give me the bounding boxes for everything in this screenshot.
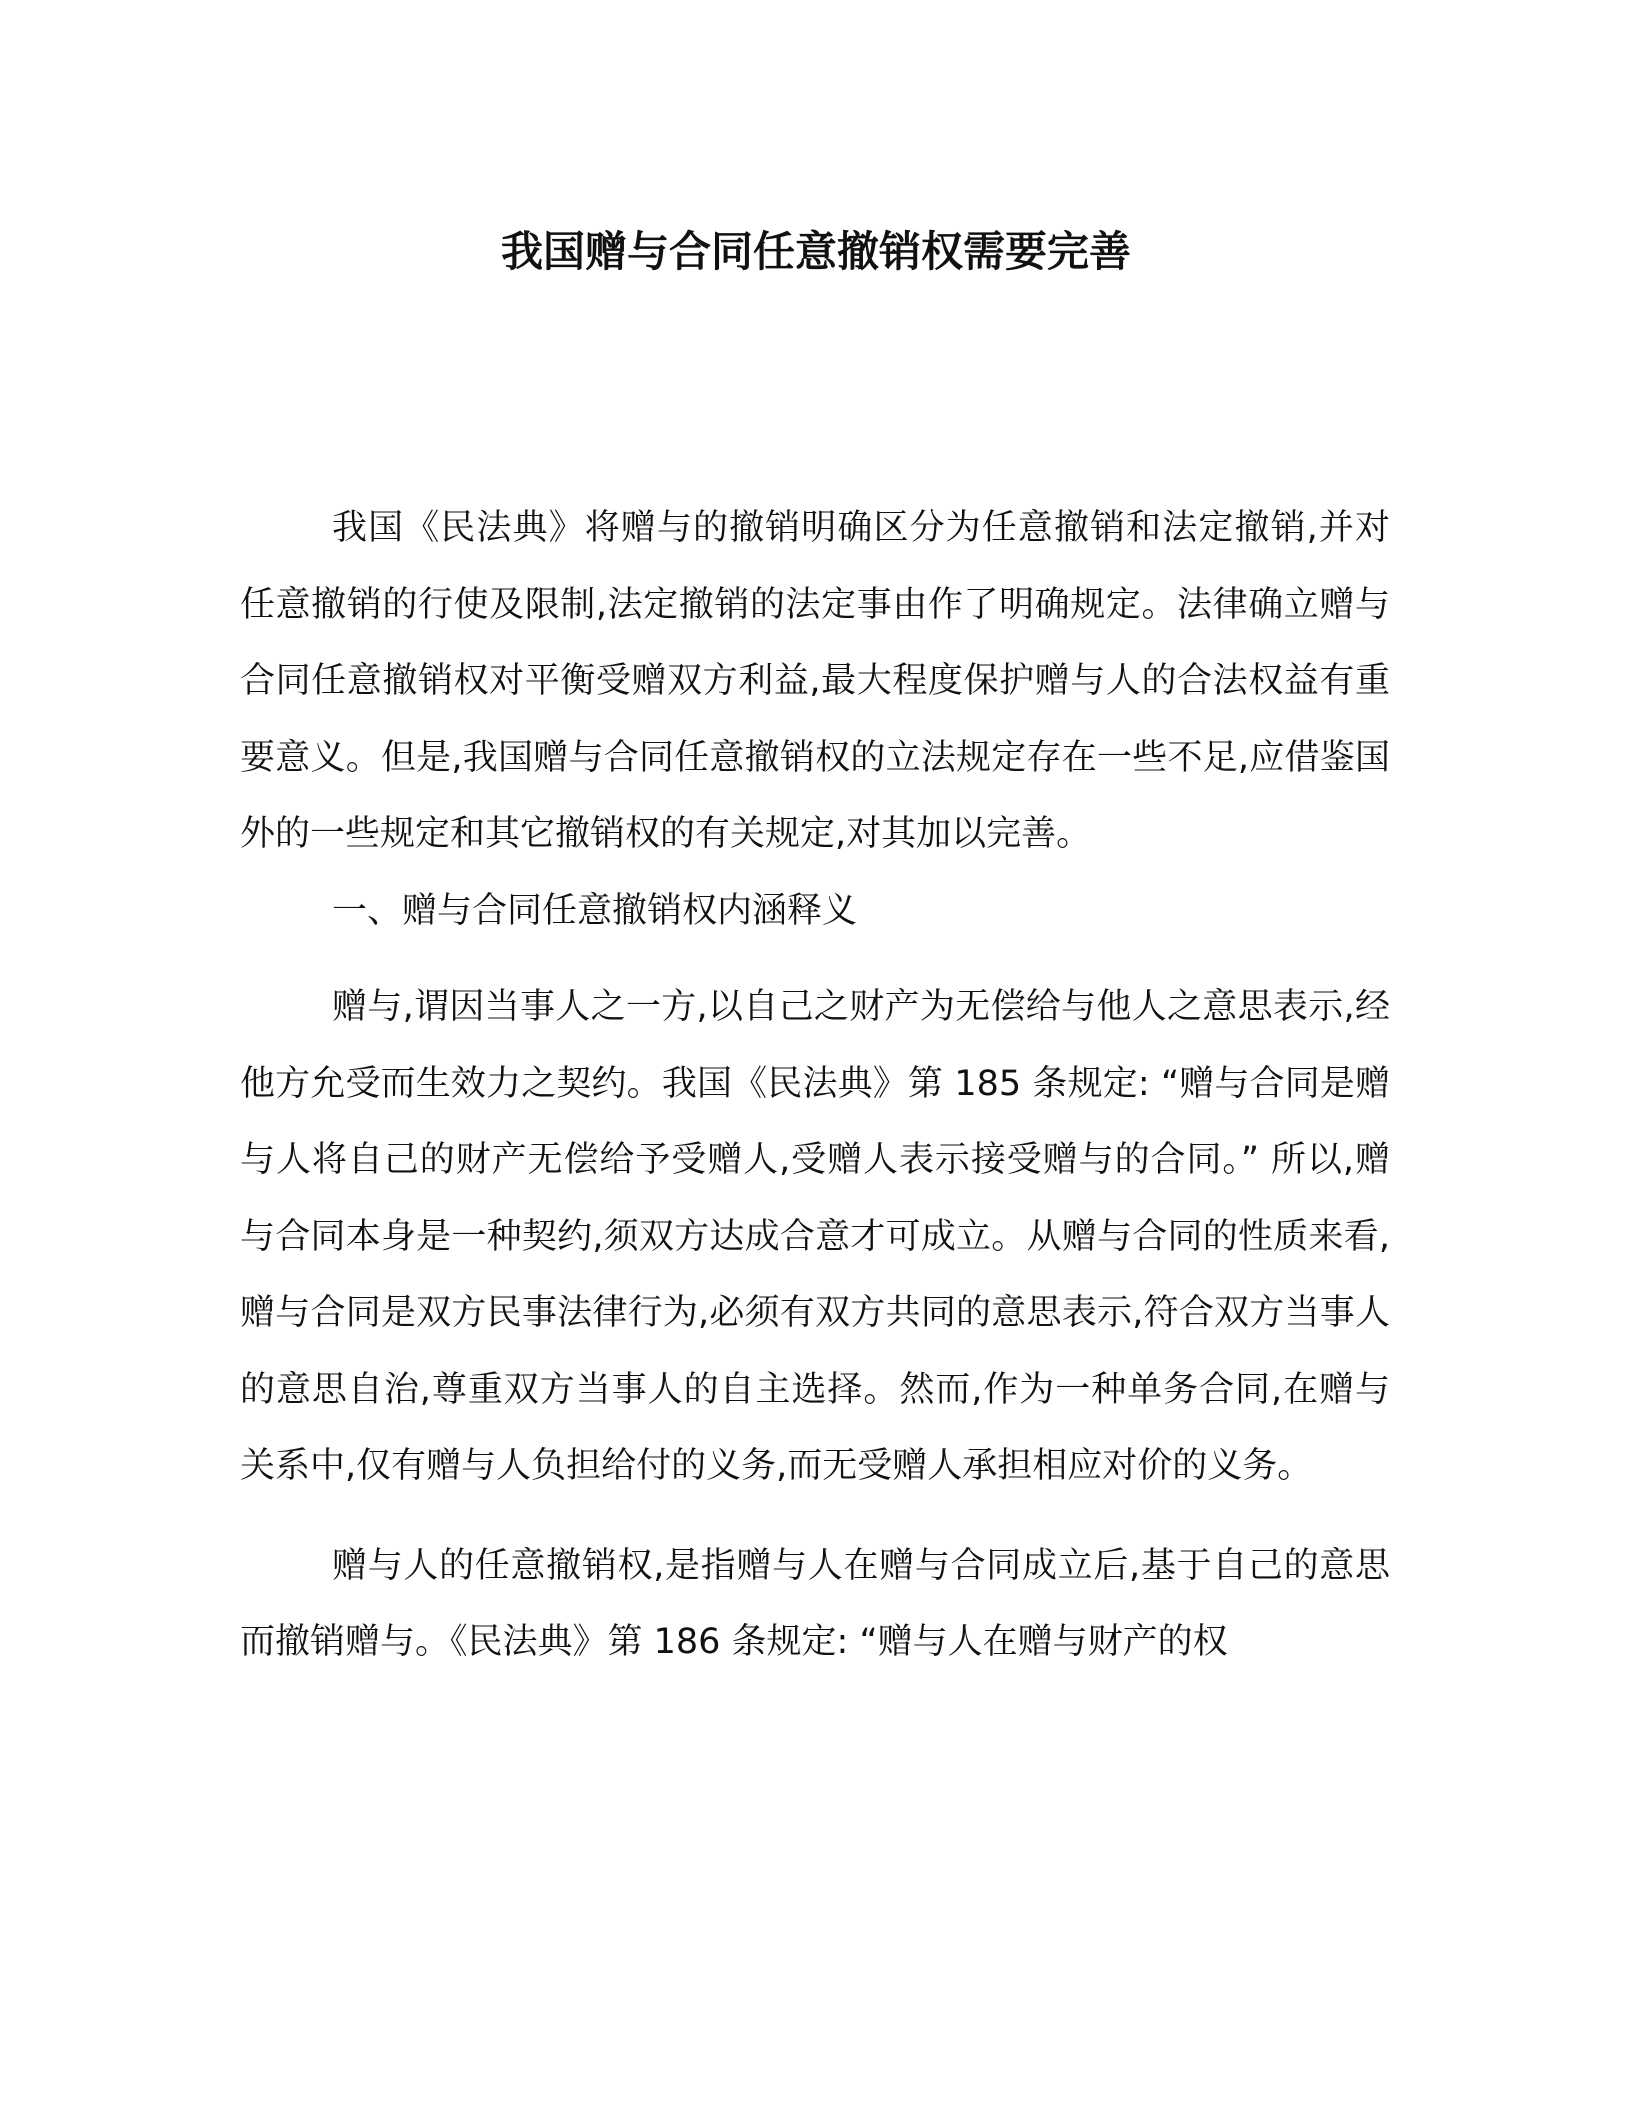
document-body — [240, 490, 1390, 1681]
section-heading-1: 一、赠与合同任意撤销权内涵释义 — [332, 890, 858, 931]
paragraph-intro: 我国《民法典》将赠与的撤销明确区分为任意撤销和法定撤销,并对任意撤销的行使及限制,法定撤销的法定事由作了明确规定。法律确立赠与合同任意撤销权对平衡受赠双方利益,最大程度保护赠与人的合法权益有重要意义。但是,我国赠与合同任意撤销权的立法规定存在一些不足,应借鉴国外的一些规定和其它撤销权的有关规定,对其加以完善。 — [240, 508, 1390, 854]
paragraph-revocation-right: 赠与人的任意撤销权,是指赠与人在赠与合同成立后,基于自己的意思而撤销赠与。《民法典》第 186 条规定: “赠与人在赠与财产的权 — [240, 1545, 1390, 1662]
document-title: 我国赠与合同任意撤销权需要完善 — [500, 227, 1131, 276]
paragraph-definition: 赠与,谓因当事人之一方,以自己之财产为无偿给与他人之意思表示,经他方允受而生效力之契约。我国《民法典》第 185 条规定: “赠与合同是赠与人将自己的财产无偿给予受赠人,受赠人表示接受赠与的合同。” 所以,赠与合同本身是一种契约,须双方达成合意才可成立。从赠与合同的性质来看,赠与合同是双方民事法律行为,必须有双方共同的意思表示,符合双方当事人的意思自治,尊重双方当事人的自主选择。然而,作为一种单务合同,在赠与关系中,仅有赠与人负担给付的义务,而无受赠人承担相应对价的义务。 — [240, 987, 1390, 1486]
